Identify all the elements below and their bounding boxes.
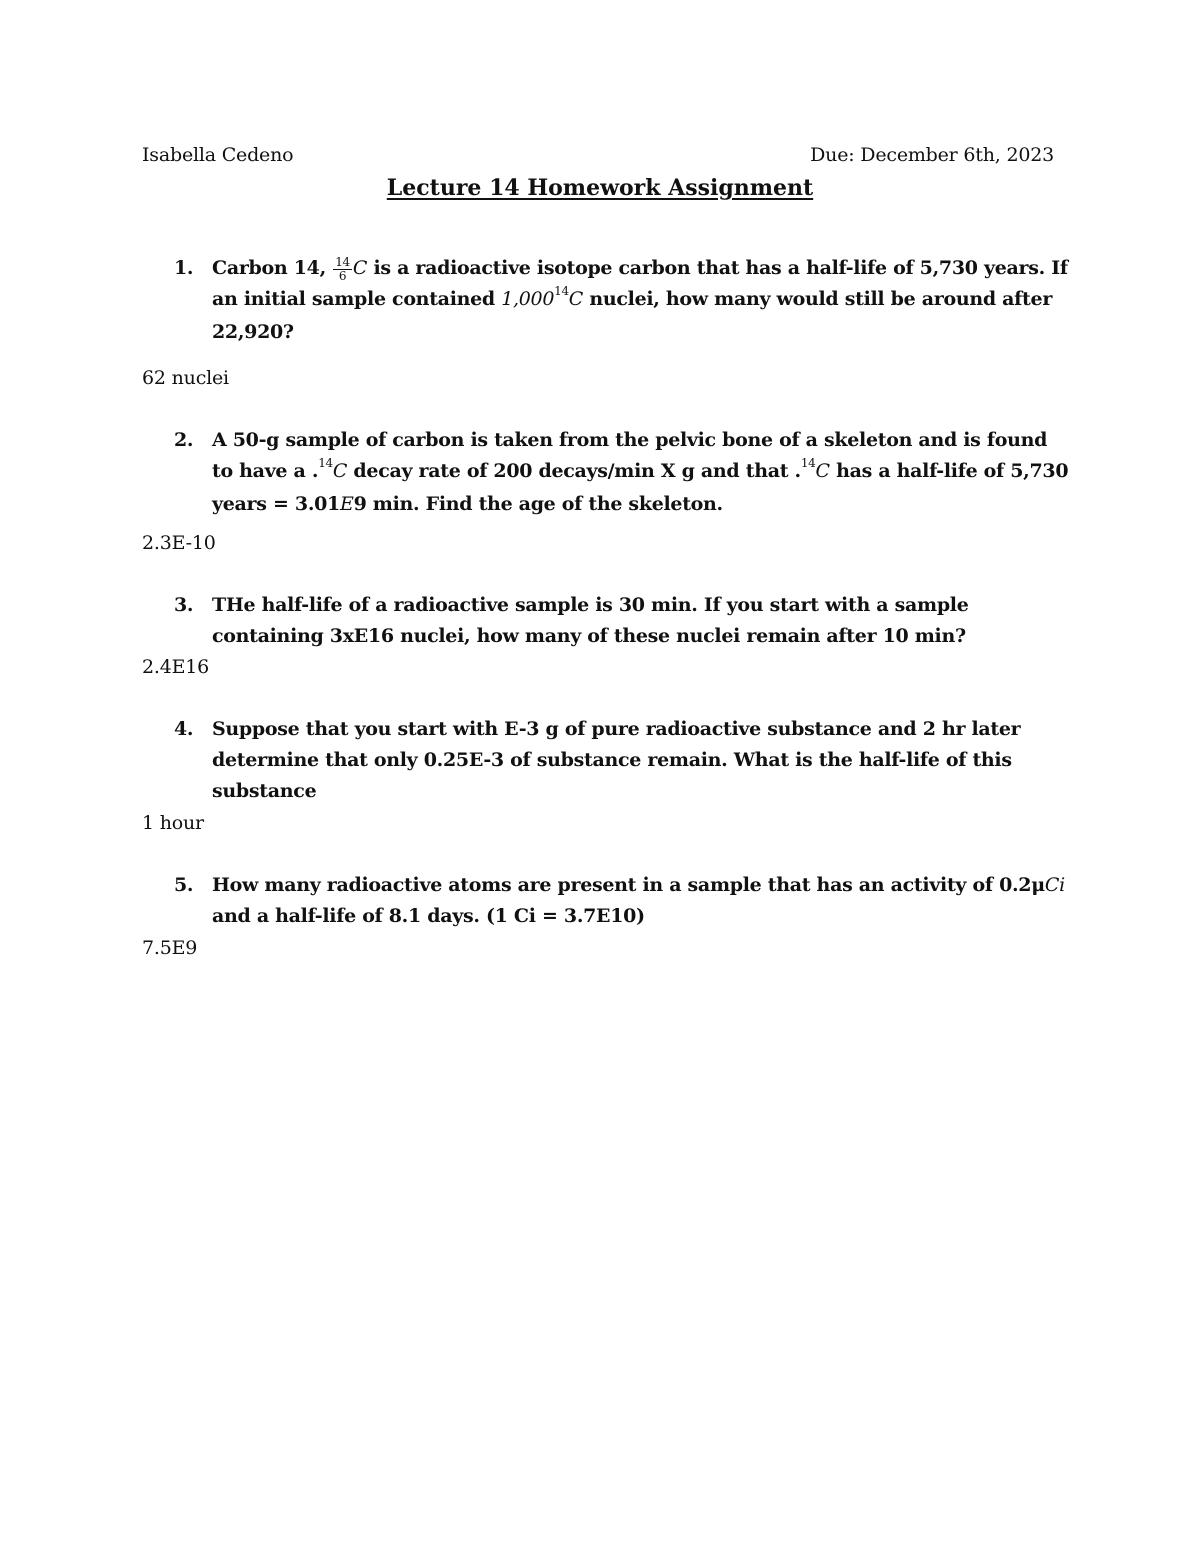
question-text: Carbon 14, $\frac{14}{6}$ C is a radioactive isotope carbon that has a half-life of 5,730 years. If an initial sample contained 1,000$^{14}$C nuclei, how many would still be around after 22,920?	[212, 254, 1068, 343]
question-number: 2.	[174, 429, 194, 451]
student-name: Isabella Cedeno	[142, 144, 294, 166]
answer-4: 1 hour	[142, 812, 204, 834]
question-4	[174, 714, 1074, 807]
due-date: Due: December 6th, 2023	[810, 144, 1054, 166]
question-3	[174, 590, 1074, 652]
question-number: 1.	[174, 257, 194, 279]
answer-5: 7.5E9	[142, 937, 198, 959]
page-title: Lecture 14 Homework Assignment	[386, 175, 814, 201]
question-text: THe half-life of a radioactive sample is 30 min. If you start with a sample containing 3xE16 nuclei, how many of these nuclei remain after 10 min?	[212, 594, 969, 647]
question-number: 4.	[174, 718, 194, 740]
question-text: A 50-g sample of carbon is taken from the pelvic bone of a skeleton and is found to have a .$^{14}$C decay rate of 200 decays/min X g and that .$^{14}$C has a half-life of 5,730 years = 3.01E9 min. Find the age of the skeleton.	[212, 429, 1069, 515]
answer-1: 62 nuclei	[142, 367, 229, 389]
answer-3: 2.4E16	[142, 656, 210, 678]
question-2	[174, 425, 1074, 520]
isotope-fraction: $\frac{14}{6}$	[335, 254, 350, 283]
question-5	[174, 870, 1074, 932]
answer-2: 2.3E-10	[142, 532, 216, 554]
question-text: Suppose that you start with E-3 g of pure radioactive substance and 2 hr later determine that only 0.25E-3 of substance remain. What is the half-life of this substance	[212, 718, 1021, 802]
question-1	[174, 253, 1074, 348]
question-number: 5.	[174, 874, 194, 896]
question-text: How many radioactive atoms are present in a sample that has an activity of 0.2μCi and a half-life of 8.1 days. (1 Ci = 3.7E10)	[212, 874, 1065, 927]
question-number: 3.	[174, 594, 194, 616]
